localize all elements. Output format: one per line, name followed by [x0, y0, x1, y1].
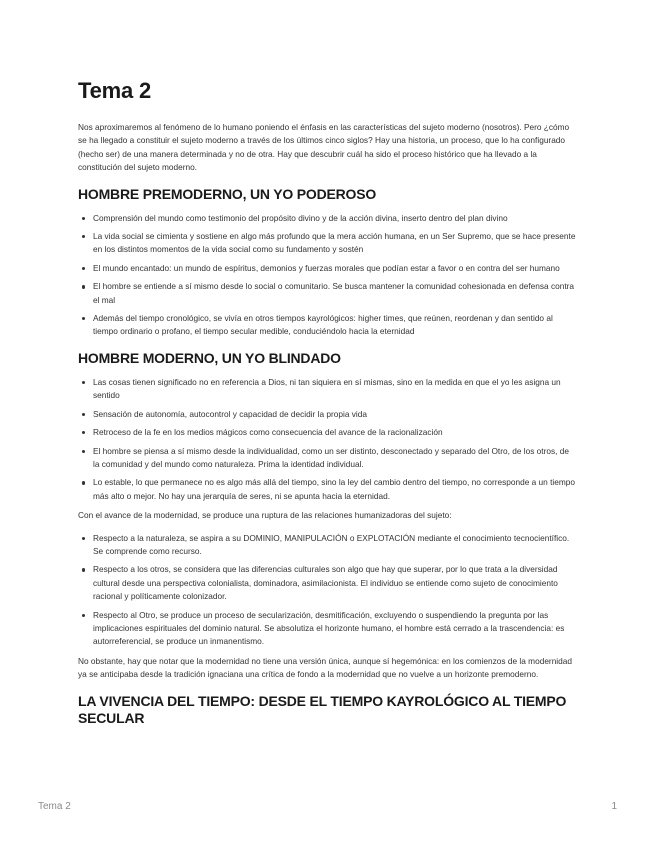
list-item: Comprensión del mundo como testimonio del propósito divino y de la acción divina, inserto dentro del plan divino: [78, 212, 576, 225]
list-item: El mundo encantado: un mundo de espíritus, demonios y fuerzas morales que podían estar a favor o en contra del ser humano: [78, 262, 576, 275]
page-number: 1: [611, 801, 617, 812]
ruptura-list: [78, 532, 576, 649]
list-item: Respecto al Otro, se produce un proceso de secularización, desmitificación, excluyendo o suspendiendo la pregunta por las implicaciones espirituales del dominio natural. Se absolutiza el horizonte humano, el hombre está cerrado a la trascendencia: es autorreferencial, se produce un inmanentismo.: [78, 609, 576, 649]
section-heading-moderno: HOMBRE MODERNO, UN YO BLINDADO: [78, 349, 341, 366]
document-body: [78, 121, 576, 736]
ruptura-paragraph: Con el avance de la modernidad, se produce una ruptura de las relaciones humanizadoras del sujeto:: [78, 510, 452, 521]
list-item: Respecto a la naturaleza, se aspira a su DOMINIO, MANIPULACIÓN o EXPLOTACIÓN mediante el conocimiento tecnocientífico. Se comprende como recurso.: [78, 532, 576, 559]
section-heading-premoderno: HOMBRE PREMODERNO, UN YO PODEROSO: [78, 185, 377, 202]
list-item: Respecto a los otros, se considera que las diferencias culturales son algo que hay que superar, por lo que trata a la diversidad cultural desde una perspectiva colonialista, dominadora, asimilacionista. El individuo se entiende como sujeto de conocimiento racional y políticamente colonizador.: [78, 563, 576, 603]
intro-paragraph: Nos aproximaremos al fenómeno de lo humano poniendo el énfasis en las características del sujeto moderno (nosotros). Pero ¿cómo se ha llegado a constituir el sujeto moderno a través de los últimos cinco siglos? Hay una historia, un proceso, que lo ha configurado (hecho ser) de una manera determinada y no de otra. Hay que descubrir cuál ha sido el proceso histórico que ha llevado a la constitución del sujeto moderno.: [78, 122, 570, 173]
moderno-list: [78, 376, 576, 503]
list-item: Además del tiempo cronológico, se vivía en otros tiempos kayrológicos: higher times, que reúnen, reordenan y dan sentido al tiempo ordinario o profano, el tiempo secular medible, conduciéndolo hacia la eternidad: [78, 312, 576, 339]
page-title: Tema 2: [78, 78, 151, 103]
list-item: El hombre se entiende a sí mismo desde lo social o comunitario. Se busca mantener la comunidad cohesionada en defensa contra el mal: [78, 280, 576, 307]
closing-paragraph: No obstante, hay que notar que la modernidad no tiene una versión única, aunque sí hegemónica: en los comienzos de la modernidad ya se anticipaba desde la tradición ignaciana una crítica de fondo a la modernidad que no vuelve a un horizonte premoderno.: [78, 655, 572, 680]
list-item: Retroceso de la fe en los medios mágicos como consecuencia del avance de la racionalización: [78, 426, 576, 439]
list-item: Las cosas tienen significado no en referencia a Dios, ni tan siquiera en sí mismas, sino en la medida en que el yo les asigna un sentido: [78, 376, 576, 403]
list-item: Lo estable, lo que permanece no es algo más allá del tiempo, sino la ley del cambio dentro del tiempo, no corresponde a un tiempo más alto o mejor. No hay una jerarquía de seres, ni se apunta hacia la eternidad.: [78, 476, 576, 503]
footer-title: Tema 2: [38, 801, 71, 812]
list-item: Sensación de autonomía, autocontrol y capacidad de decidir la propia vida: [78, 408, 576, 421]
premoderno-list: [78, 212, 576, 339]
list-item: El hombre se piensa a sí mismo desde la individualidad, como un ser distinto, desconectado y separado del Otro, de los otros, de la comunidad y del mundo como naturaleza. Prima la identidad individual.: [78, 445, 576, 472]
section-heading-tiempo: LA VIVENCIA DEL TIEMPO: DESDE EL TIEMPO KAYROLÓGICO AL TIEMPO SECULAR: [78, 692, 567, 726]
list-item: La vida social se cimienta y sostiene en algo más profundo que la mera acción humana, en un Ser Supremo, que se hace presente en los distintos momentos de la vida social como su fundamento y sostén: [78, 230, 576, 257]
